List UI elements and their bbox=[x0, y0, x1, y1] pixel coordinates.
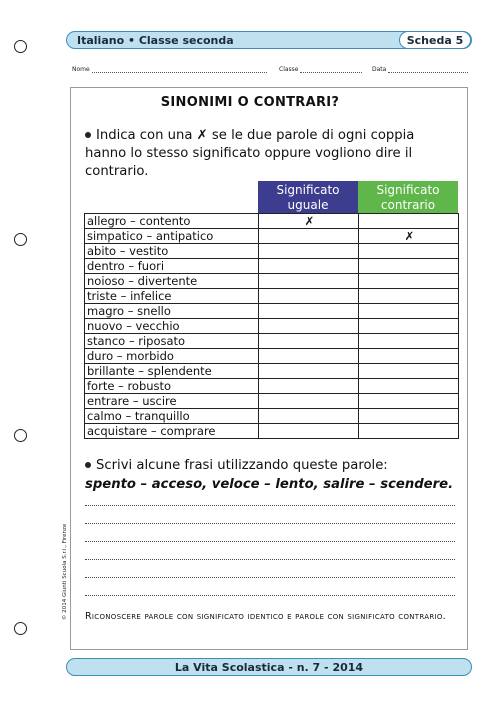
learning-objective: Riconoscere parole con significato identico e parole con significato contrario. bbox=[85, 611, 447, 622]
uguale-checkbox[interactable] bbox=[259, 289, 359, 304]
footer-text: La Vita Scolastica - n. 7 - 2014 bbox=[174, 661, 364, 674]
binder-hole bbox=[14, 233, 27, 246]
instruction-1-text: Indica con una ✗ se le due parole di ogni coppia hanno lo stesso significato oppure vogliono dire il contrario. bbox=[85, 128, 415, 179]
word-pair: acquistare – comprare bbox=[85, 424, 259, 439]
scheda-label: Scheda 5 bbox=[406, 34, 464, 47]
uguale-checkbox[interactable] bbox=[259, 319, 359, 334]
contrario-checkbox[interactable] bbox=[359, 364, 459, 379]
contrario-checkbox[interactable] bbox=[359, 259, 459, 274]
table-row bbox=[85, 274, 459, 289]
writing-line[interactable] bbox=[85, 505, 455, 506]
copyright-notice: © 2014 Giunti Scuola S.r.l., Firenze bbox=[62, 523, 68, 620]
table-row bbox=[85, 394, 459, 409]
uguale-checkbox[interactable] bbox=[259, 379, 359, 394]
uguale-checkbox[interactable] bbox=[259, 349, 359, 364]
table-row bbox=[85, 259, 459, 274]
table-row bbox=[85, 304, 459, 319]
writing-line[interactable] bbox=[85, 559, 455, 560]
column-header-contrario: Significato contrario bbox=[358, 181, 458, 214]
contrario-checkbox[interactable] bbox=[359, 244, 459, 259]
class-label: Classe bbox=[279, 66, 299, 73]
binder-hole bbox=[14, 622, 27, 635]
word-pair: entrare – uscire bbox=[85, 394, 259, 409]
contrario-checkbox[interactable] bbox=[359, 289, 459, 304]
contrario-checkbox[interactable] bbox=[359, 394, 459, 409]
contrario-checkbox[interactable] bbox=[359, 409, 459, 424]
table-row bbox=[85, 244, 459, 259]
contrario-checkbox[interactable] bbox=[359, 304, 459, 319]
uguale-checkbox[interactable]: ✗ bbox=[259, 214, 359, 229]
word-pair: dentro – fuori bbox=[85, 259, 259, 274]
contrario-checkbox[interactable] bbox=[359, 214, 459, 229]
uguale-checkbox[interactable] bbox=[259, 244, 359, 259]
scheda-badge bbox=[399, 31, 471, 49]
instruction-2 bbox=[85, 456, 465, 494]
writing-line[interactable] bbox=[85, 541, 455, 542]
contrario-checkbox[interactable] bbox=[359, 379, 459, 394]
word-pair: abito – vestito bbox=[85, 244, 259, 259]
contrario-checkbox[interactable] bbox=[359, 274, 459, 289]
table-row bbox=[85, 349, 459, 364]
contrario-checkbox[interactable] bbox=[359, 334, 459, 349]
word-pairs-table bbox=[84, 213, 459, 439]
contrario-checkbox[interactable]: ✗ bbox=[359, 229, 459, 244]
table-row bbox=[85, 319, 459, 334]
table-row bbox=[85, 424, 459, 439]
class-field[interactable] bbox=[279, 66, 362, 73]
contrario-checkbox[interactable] bbox=[359, 319, 459, 334]
table-row bbox=[85, 334, 459, 349]
word-pair: simpatico – antipatico bbox=[85, 229, 259, 244]
header-title: Italiano • Classe seconda bbox=[77, 34, 234, 47]
table-row bbox=[85, 229, 459, 244]
word-pair: magro – snello bbox=[85, 304, 259, 319]
uguale-checkbox[interactable] bbox=[259, 259, 359, 274]
instruction-1 bbox=[85, 127, 455, 181]
contrario-checkbox[interactable] bbox=[359, 424, 459, 439]
uguale-checkbox[interactable] bbox=[259, 334, 359, 349]
bullet-icon bbox=[85, 132, 91, 138]
word-pair: noioso – divertente bbox=[85, 274, 259, 289]
column-header-uguale: Significato uguale bbox=[258, 181, 358, 214]
date-label: Data bbox=[372, 66, 387, 73]
instruction-2-text: Scrivi alcune frasi utilizzando queste parole: bbox=[96, 458, 388, 473]
binder-hole bbox=[14, 429, 27, 442]
word-pair: triste – infelice bbox=[85, 289, 259, 304]
word-pair: allegro – contento bbox=[85, 214, 259, 229]
uguale-checkbox[interactable] bbox=[259, 229, 359, 244]
word-pair: nuovo – vecchio bbox=[85, 319, 259, 334]
word-pair: brillante – splendente bbox=[85, 364, 259, 379]
word-pair: duro – morbido bbox=[85, 349, 259, 364]
footer-bar bbox=[66, 658, 472, 676]
contrario-checkbox[interactable] bbox=[359, 349, 459, 364]
uguale-checkbox[interactable] bbox=[259, 364, 359, 379]
header-bar bbox=[66, 31, 472, 49]
word-list: spento – acceso, veloce – lento, salire – scendere. bbox=[85, 477, 454, 492]
table-row bbox=[85, 409, 459, 424]
binder-hole bbox=[14, 40, 27, 53]
word-pair: calmo – tranquillo bbox=[85, 409, 259, 424]
table-row bbox=[85, 364, 459, 379]
writing-line[interactable] bbox=[85, 523, 455, 524]
bullet-icon bbox=[85, 462, 91, 468]
table-row bbox=[85, 379, 459, 394]
writing-line[interactable] bbox=[85, 595, 455, 596]
table-row bbox=[85, 289, 459, 304]
table-row bbox=[85, 214, 459, 229]
word-pair: stanco – riposato bbox=[85, 334, 259, 349]
name-label: Nome bbox=[72, 66, 90, 73]
worksheet-title: SINONIMI O CONTRARI? bbox=[160, 95, 340, 110]
date-field[interactable] bbox=[372, 66, 468, 73]
uguale-checkbox[interactable] bbox=[259, 424, 359, 439]
uguale-checkbox[interactable] bbox=[259, 274, 359, 289]
uguale-checkbox[interactable] bbox=[259, 394, 359, 409]
uguale-checkbox[interactable] bbox=[259, 304, 359, 319]
writing-line[interactable] bbox=[85, 577, 455, 578]
name-field[interactable] bbox=[72, 66, 267, 73]
uguale-checkbox[interactable] bbox=[259, 409, 359, 424]
word-pair: forte – robusto bbox=[85, 379, 259, 394]
